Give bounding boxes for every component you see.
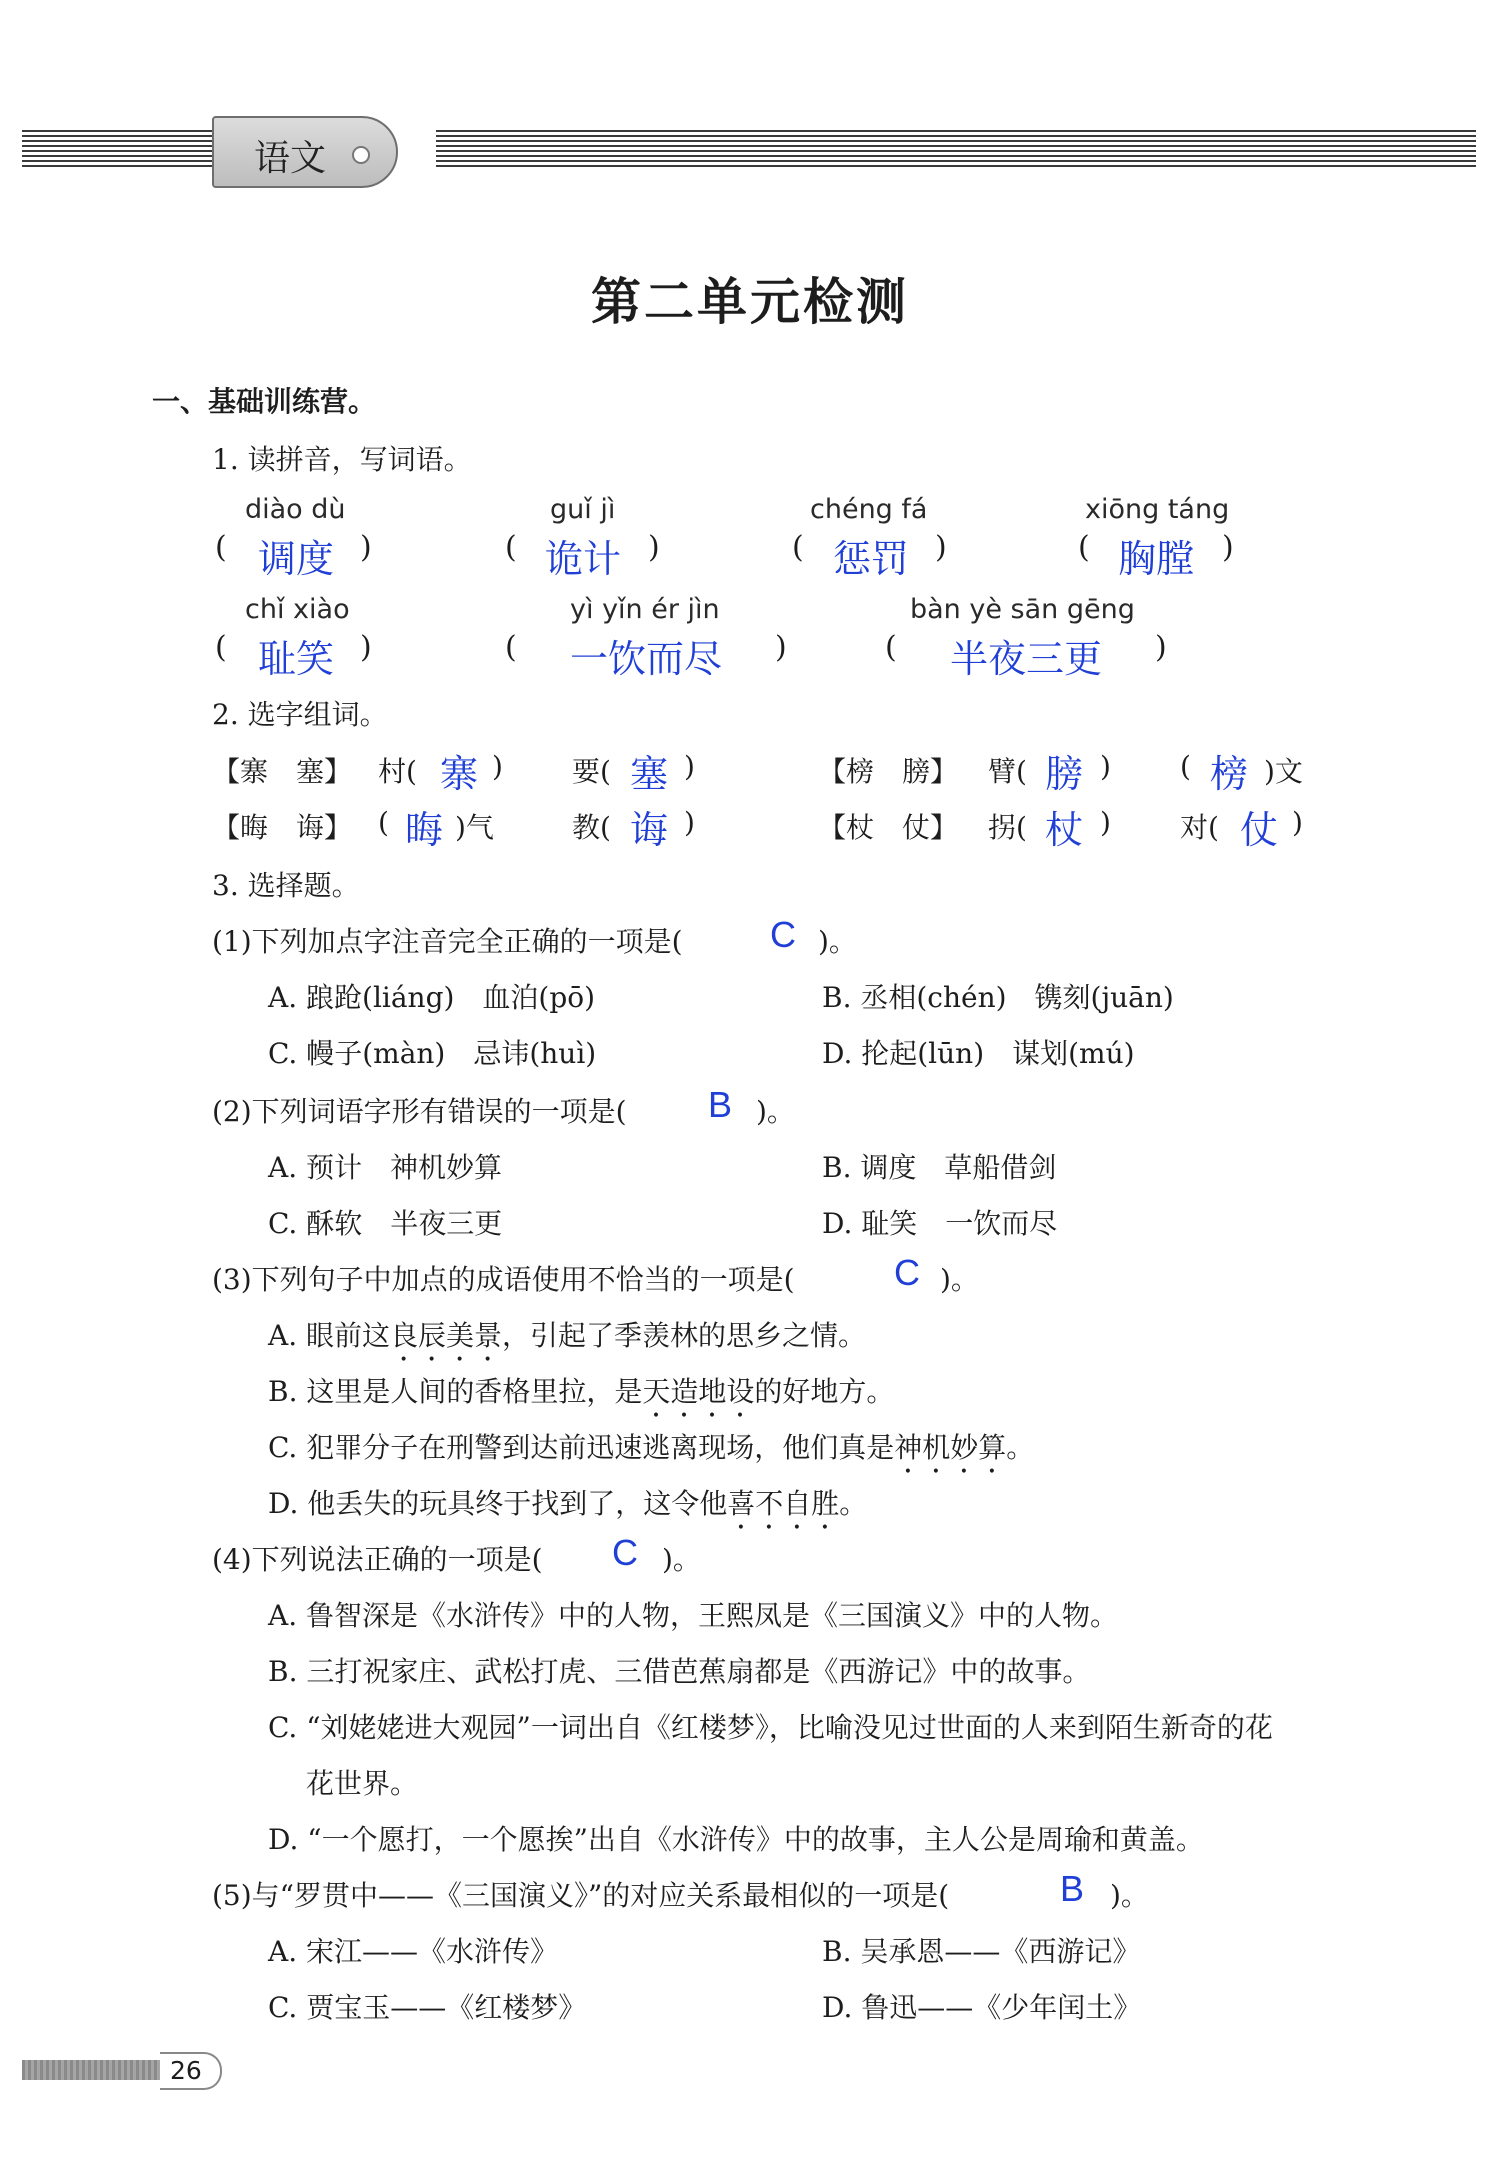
q3-2-end: )。 [756, 1095, 795, 1128]
blank-post: ) [1292, 806, 1303, 839]
q3-1-option-a: A. 踉跄(liáng) 血泊(pō) [268, 981, 596, 1014]
q3-2-option-c: C. 酥软 半夜三更 [268, 1207, 503, 1240]
blank-post: )气 [455, 811, 494, 844]
fill-answer: 寨 [440, 752, 479, 796]
footer-bar [22, 2060, 162, 2080]
blank-pre: 臂( [988, 755, 1027, 788]
blank-pre: ( [378, 806, 389, 839]
q3-2-answer: B [708, 1084, 733, 1125]
pinyin-5: chǐ xiào [245, 594, 350, 625]
q3-4-stem: (4)下列说法正确的一项是( [212, 1543, 543, 1576]
q3-5-option-d: D. 鲁迅——《少年闰土》 [822, 1991, 1142, 2024]
q3-3-option-c: C. 犯罪分子在刑警到达前迅速逃离现场，他们真是神机妙算。 [268, 1431, 1035, 1464]
pinyin-1: diào dù [245, 494, 346, 525]
answer-7: 半夜三更 [950, 637, 1103, 681]
page-number: 26 [170, 2056, 202, 2085]
paren-open: ( [1078, 530, 1090, 565]
subject-label: 语文 [254, 138, 327, 179]
q3-1-stem: (1)下列加点字注音完全正确的一项是( [212, 925, 683, 958]
q3-4-answer: C [612, 1532, 638, 1573]
section-heading: 一、基础训练营。 [152, 385, 377, 418]
q3-2-option-d: D. 耻笑 一饮而尽 [822, 1207, 1058, 1240]
blank-pre: 对( [1180, 811, 1219, 844]
blank-pre: 要( [572, 755, 611, 788]
q1-label: 1. 读拼音，写词语。 [212, 443, 472, 476]
q3-5-end: )。 [1110, 1879, 1149, 1912]
q3-2-stem: (2)下列词语字形有错误的一项是( [212, 1095, 627, 1128]
paren-close: ) [935, 530, 947, 565]
answer-6: 一饮而尽 [570, 637, 723, 681]
page-title: 第二单元检测 [591, 273, 909, 331]
header-rule-left [22, 130, 212, 172]
char-pair: 【晦 诲】 [212, 811, 353, 844]
q3-5-option-b: B. 吴承恩——《西游记》 [822, 1935, 1141, 1968]
blank-pre: 村( [378, 755, 417, 788]
q3-3-option-d: D. 他丢失的玩具终于找到了，这令他喜不自胜。 [268, 1487, 868, 1520]
q3-4-option-c-cont: 花世界。 [306, 1767, 419, 1800]
answer-2: 诡计 [545, 537, 622, 581]
q3-5-option-a: A. 宋江——《水浒传》 [268, 1935, 559, 1968]
q3-3-answer: C [894, 1252, 920, 1293]
paren-open: ( [792, 530, 804, 565]
tab-hole-icon [352, 146, 370, 164]
paren-close: ) [648, 530, 660, 565]
q3-1-option-d: D. 抡起(lūn) 谋划(mú) [822, 1037, 1135, 1070]
fill-answer: 诲 [630, 808, 669, 852]
q3-1-option-b: B. 丞相(chén) 镌刻(juān) [822, 981, 1174, 1014]
q3-3-end: )。 [940, 1263, 979, 1296]
pinyin-3: chéng fá [810, 494, 928, 525]
blank-post: ) [684, 750, 695, 783]
paren-open: ( [505, 630, 517, 665]
fill-answer: 晦 [405, 808, 444, 852]
blank-post: ) [684, 806, 695, 839]
blank-pre: ( [1180, 750, 1191, 783]
pinyin-7: bàn yè sān gēng [910, 594, 1135, 625]
pinyin-4: xiōng táng [1085, 494, 1230, 525]
fill-answer: 塞 [630, 752, 669, 796]
char-pair: 【榜 膀】 [818, 755, 959, 788]
pinyin-2: guǐ jì [550, 494, 616, 525]
q3-3-option-a: A. 眼前这良辰美景，引起了季羡林的思乡之情。 [268, 1319, 867, 1352]
fill-answer: 榜 [1210, 752, 1249, 796]
q3-4-end: )。 [662, 1543, 701, 1576]
blank-post: ) [492, 750, 503, 783]
q3-2-option-b: B. 调度 草船借剑 [822, 1151, 1057, 1184]
fill-answer: 膀 [1045, 752, 1084, 796]
subject-tab [212, 116, 398, 188]
q3-4-option-d: D. “一个愿打，一个愿挨”出自《水浒传》中的故事，主人公是周瑜和黄盖。 [268, 1823, 1204, 1856]
blank-post: ) [1100, 806, 1111, 839]
q2-label: 2. 选字组词。 [212, 698, 388, 731]
char-pair: 【杖 仗】 [818, 811, 959, 844]
char-pair: 【寨 塞】 [212, 755, 353, 788]
paren-open: ( [885, 630, 897, 665]
pinyin-6: yì yǐn ér jìn [570, 594, 720, 625]
paren-close: ) [360, 530, 372, 565]
paren-close: ) [1155, 630, 1167, 665]
q3-2-option-a: A. 预计 神机妙算 [268, 1151, 503, 1184]
paren-open: ( [505, 530, 517, 565]
blank-post: )文 [1264, 755, 1303, 788]
q3-4-option-a: A. 鲁智深是《水浒传》中的人物，王熙凤是《三国演义》中的人物。 [268, 1599, 1119, 1632]
fill-answer: 杖 [1045, 808, 1084, 852]
paren-close: ) [1222, 530, 1234, 565]
q3-3-stem: (3)下列句子中加点的成语使用不恰当的一项是( [212, 1263, 795, 1296]
blank-post: ) [1100, 750, 1111, 783]
q3-label: 3. 选择题。 [212, 869, 360, 902]
header-rule-right [436, 130, 1476, 172]
q3-5-stem: (5)与“罗贯中——《三国演义》”的对应关系最相似的一项是( [212, 1879, 950, 1912]
q3-4-option-b: B. 三打祝家庄、武松打虎、三借芭蕉扇都是《西游记》中的故事。 [268, 1655, 1091, 1688]
q3-3-option-b: B. 这里是人间的香格里拉，是天造地设的好地方。 [268, 1375, 895, 1408]
fill-answer: 仗 [1240, 808, 1279, 852]
answer-4: 胸膛 [1118, 537, 1195, 581]
answer-3: 惩罚 [833, 537, 910, 581]
q3-5-option-c: C. 贾宝玉——《红楼梦》 [268, 1991, 587, 2024]
paren-open: ( [215, 530, 227, 565]
paren-close: ) [775, 630, 787, 665]
answer-5: 耻笑 [258, 637, 335, 681]
paren-close: ) [360, 630, 372, 665]
paren-open: ( [215, 630, 227, 665]
blank-pre: 教( [572, 811, 611, 844]
blank-pre: 拐( [988, 811, 1027, 844]
q3-4-option-c: C. “刘姥姥进大观园”一词出自《红楼梦》，比喻没见过世面的人来到陌生新奇的花 [268, 1711, 1273, 1744]
q3-1-answer: C [770, 914, 796, 955]
answer-1: 调度 [258, 537, 335, 581]
q3-1-option-c: C. 幔子(màn) 忌讳(huì) [268, 1037, 597, 1070]
q3-5-answer: B [1060, 1868, 1085, 1909]
q3-1-end: )。 [818, 925, 857, 958]
